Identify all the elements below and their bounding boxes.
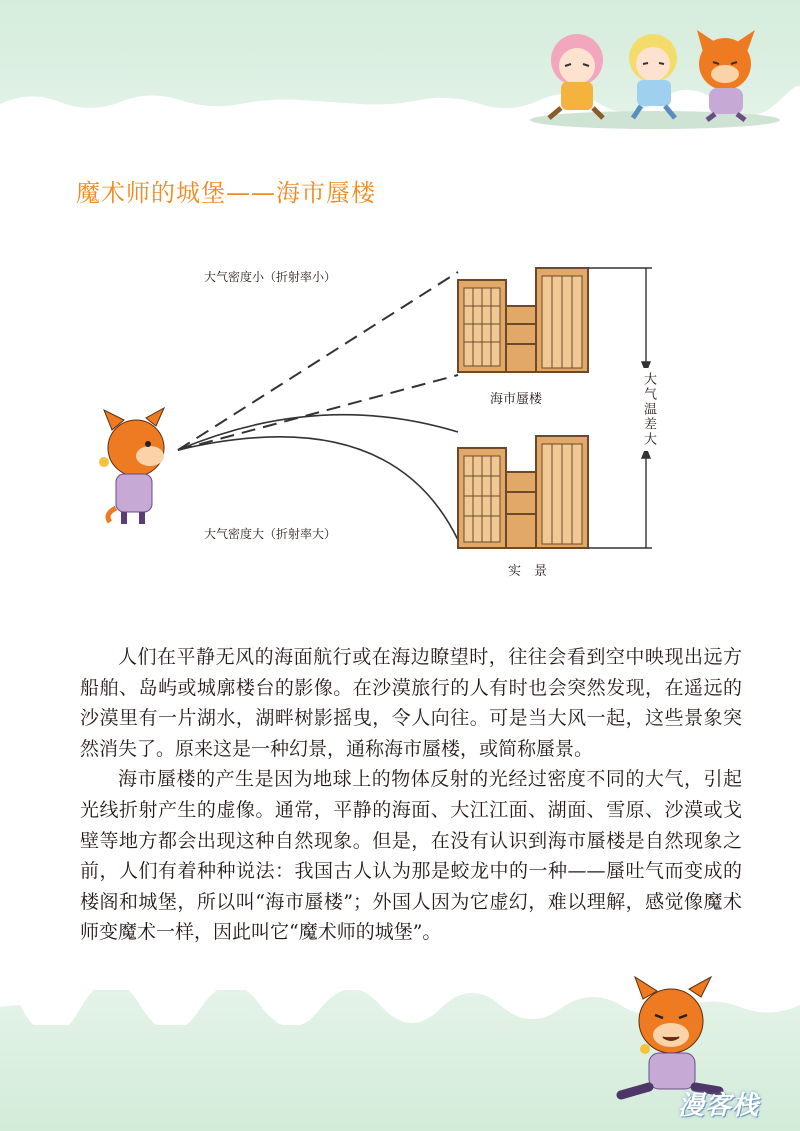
- temperature-difference-label: 大气温差大: [639, 368, 658, 451]
- pink-hair-girl-figure: [549, 34, 603, 118]
- watermark-logo: 漫客栈: [678, 1091, 760, 1121]
- upper-dashed-sight-line: [178, 272, 458, 450]
- paragraph-1: 人们在平静无风的海面航行或在海边瞭望时，往往会看到空中映现出远方船舶、岛屿或城廓楼台的影像。在沙漠旅行的人有时也会突然发现，在遥远的沙漠里有一片湖水，湖畔树影摇曳，令人向往。可是当大风一起，这些景象突然消失了。原来这是一种幻景，通称海市蜃楼，或简称蜃景。: [80, 646, 742, 760]
- bottom-atmosphere-label: 大气密度大（折射率大）: [204, 527, 337, 541]
- article-body: [80, 642, 742, 948]
- mirage-diagram-drawing: [90, 250, 730, 590]
- mirage-label: 海市蜃楼: [490, 392, 543, 407]
- running-characters-illustration: [525, 22, 790, 132]
- real-buildings: [458, 436, 588, 548]
- page-title: 魔术师的城堡——海市蜃楼: [76, 179, 376, 207]
- top-atmosphere-label: 大气密度小（折射率小）: [204, 270, 337, 284]
- paragraph-2: 海市蜃楼的产生是因为地球上的物体反射的光经过密度不同的大气，引起光线折射产生的虚像。通常，平静的海面、大江江面、湖面、雪原、沙漠或戈壁等地方都会出现这种自然现象。但是，在没有认识到海市蜃楼是自然现象之前，人们有着种种说法：我国古人认为那是蛟龙中的一种——蜃吐气而变成的楼阁和城堡，所以叫“海市蜃楼”；外国人因为它虚幻，难以理解，感觉像魔术师变魔术一样，因此叫它“魔术师的城堡”。: [80, 768, 742, 944]
- blonde-girl-figure: [629, 34, 677, 118]
- real-scene-label: 实 景: [508, 564, 548, 579]
- orange-fox-figure: [697, 30, 755, 120]
- upper-curved-light-path: [178, 415, 458, 450]
- observer-fox-figure: [99, 408, 164, 524]
- mirage-diagram: [90, 250, 730, 590]
- mirage-buildings: [458, 268, 588, 372]
